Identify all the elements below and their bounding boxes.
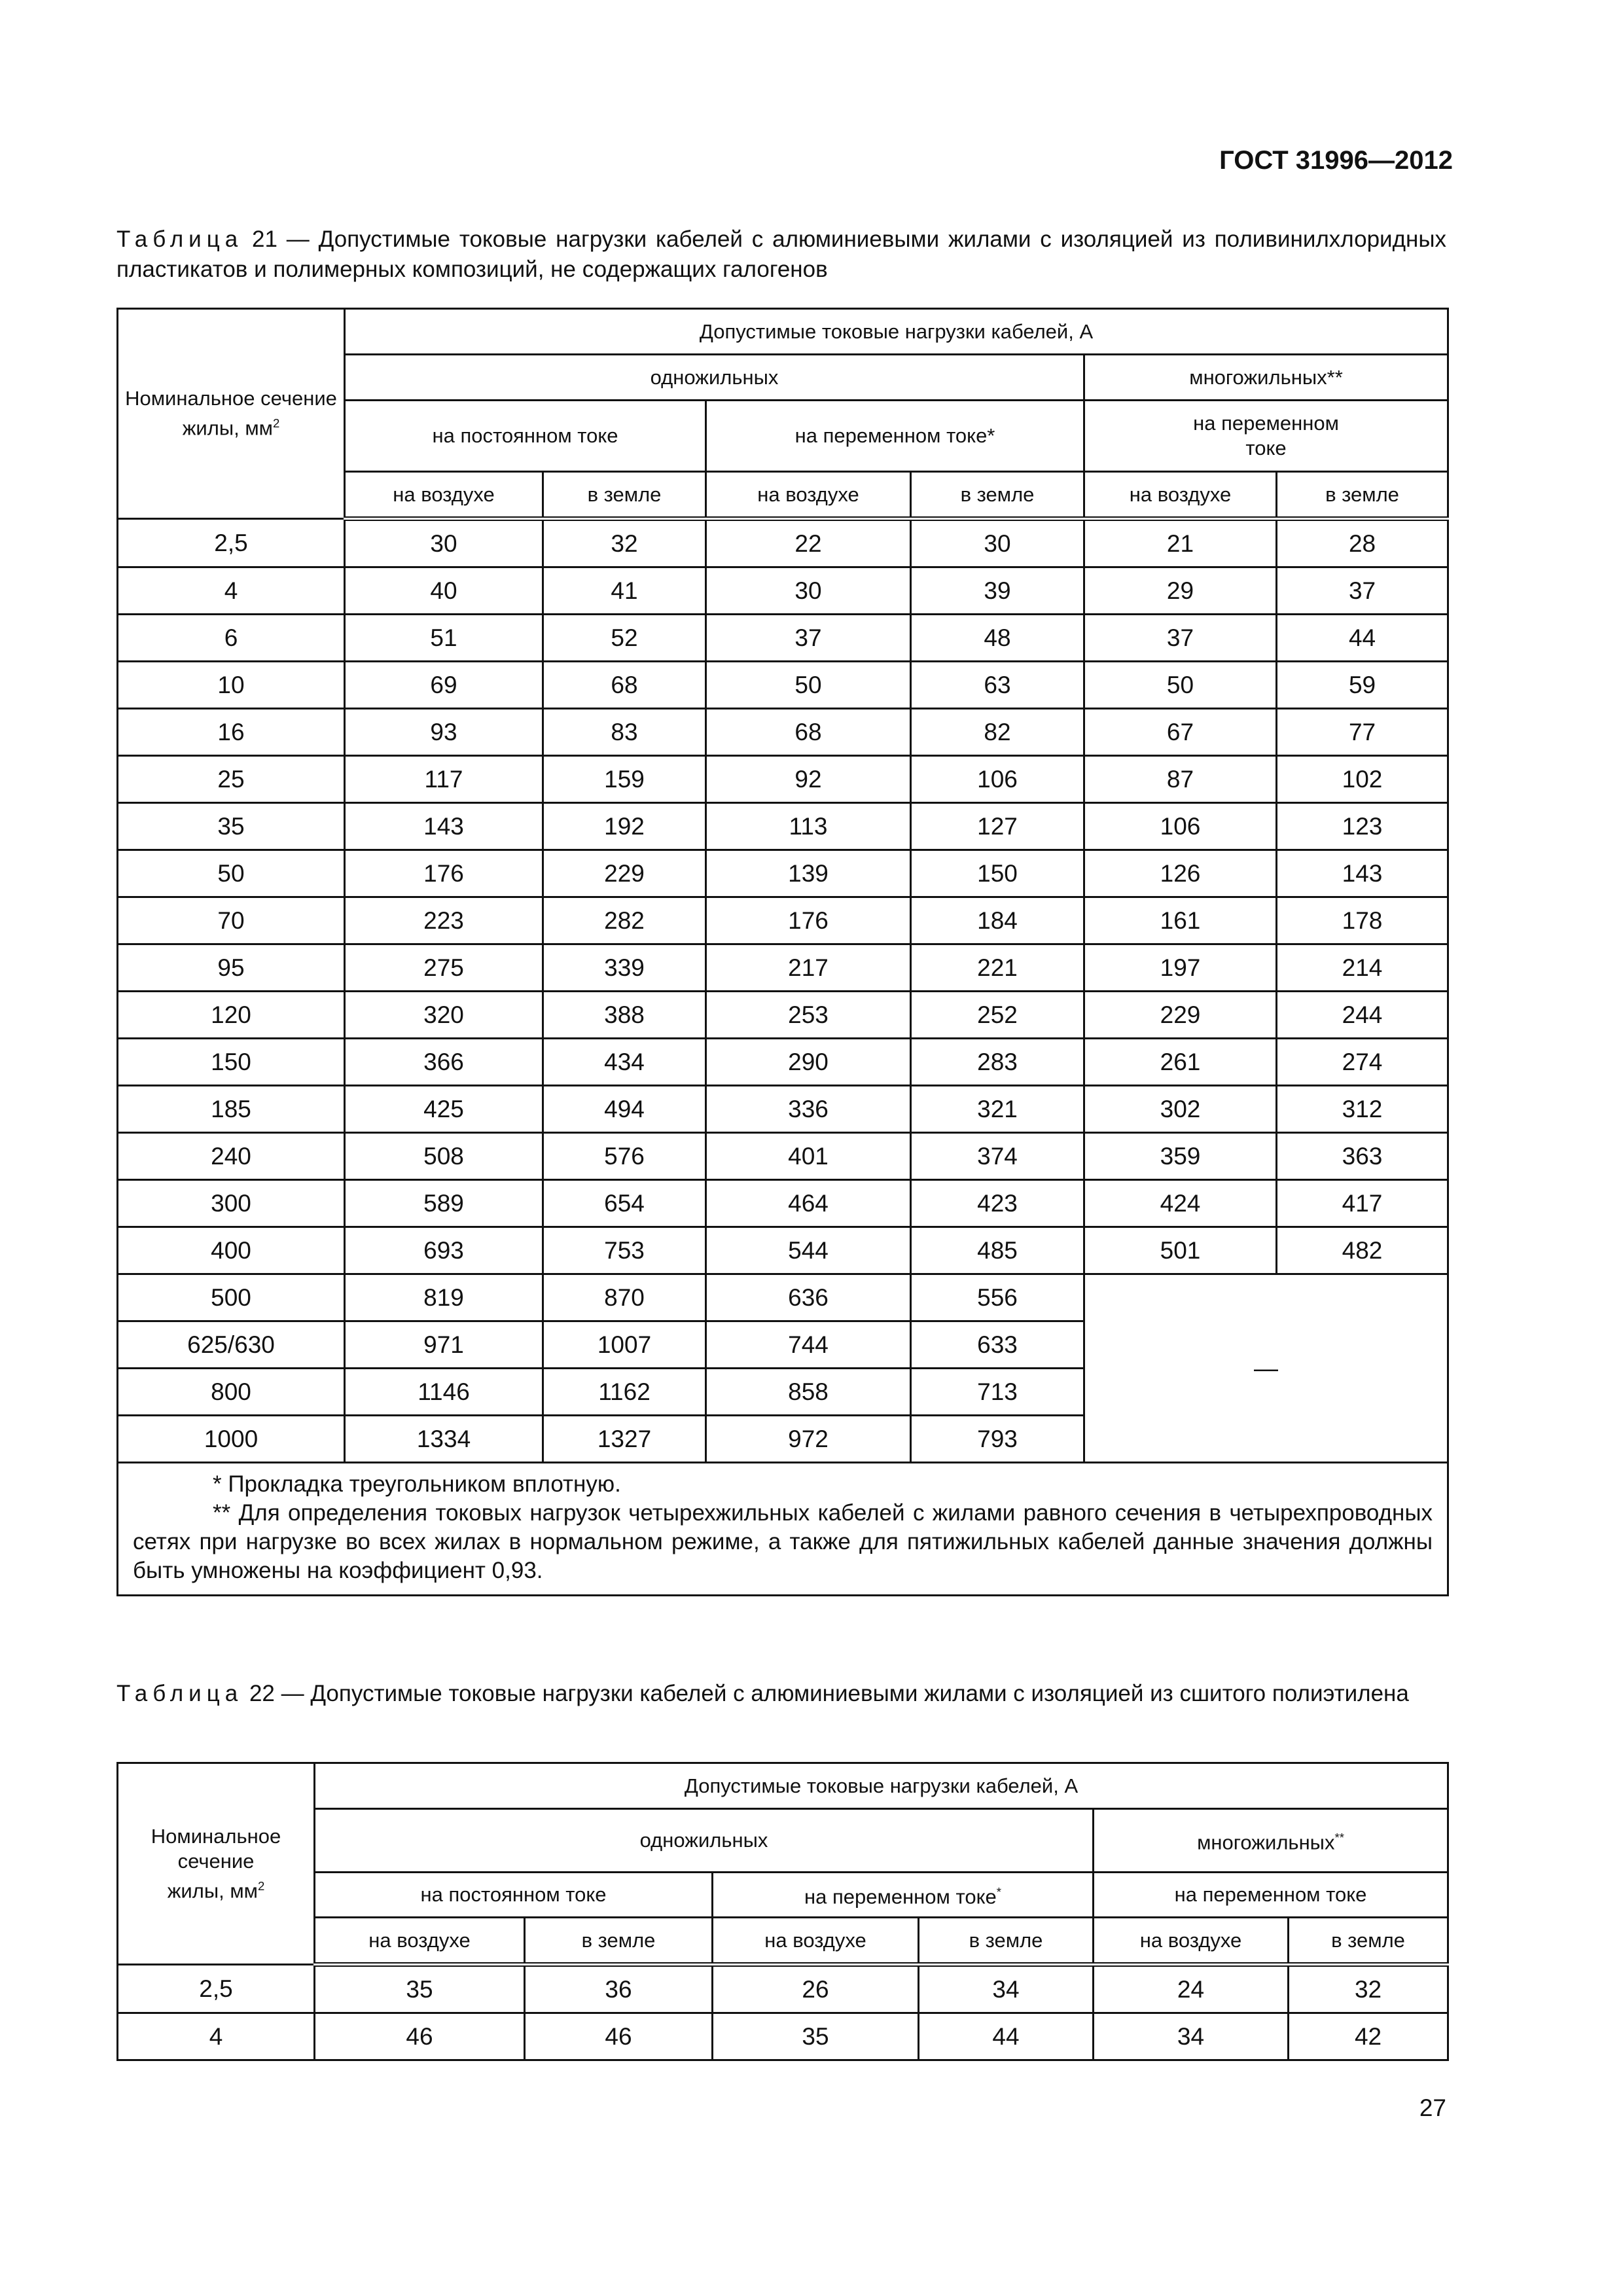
cell-value: 126 [1084, 850, 1277, 897]
cell-value: 106 [1084, 803, 1277, 850]
cell-value: 576 [543, 1133, 706, 1180]
table-row [118, 1133, 1448, 1180]
cell-value: 556 [911, 1274, 1084, 1321]
header-multi-core: многожильных** [1094, 1809, 1448, 1873]
header-air: на воздухе [1084, 472, 1277, 519]
cell-value: 1327 [543, 1416, 706, 1463]
table-row [118, 1039, 1448, 1086]
cell-value: 35 [315, 1965, 525, 2013]
cell-value: 42 [1289, 2013, 1448, 2060]
cell-section: 1000 [118, 1416, 345, 1463]
cell-value: 22 [706, 519, 911, 567]
cell-value: 1162 [543, 1369, 706, 1416]
cell-value: 221 [911, 944, 1084, 992]
table-row [118, 615, 1448, 662]
header-ac-single: на переменном токе* [706, 401, 1084, 472]
caption-word: Таблица [116, 1681, 243, 1706]
cell-section: 185 [118, 1086, 345, 1133]
cell-value: 321 [911, 1086, 1084, 1133]
cell-value: 482 [1277, 1227, 1448, 1274]
header-ground: в земле [1277, 472, 1448, 519]
cell-value: 339 [543, 944, 706, 992]
page-number: 27 [1419, 2094, 1446, 2121]
cell-value: 971 [345, 1321, 543, 1369]
header-section: Номинальное сечение жилы, $мм^2$ [118, 309, 345, 519]
table-row [118, 756, 1448, 803]
table-row [118, 567, 1448, 615]
cell-value: 32 [1289, 1965, 1448, 2013]
table-21 [116, 308, 1449, 1596]
cell-value: 229 [1084, 992, 1277, 1039]
cell-value: 34 [919, 1965, 1094, 2013]
cell-value: 52 [543, 615, 706, 662]
cell-value: 636 [706, 1274, 911, 1321]
cell-value: 93 [345, 709, 543, 756]
cell-value: 819 [345, 1274, 543, 1321]
cell-section: 240 [118, 1133, 345, 1180]
table-22 [116, 1762, 1449, 2061]
cell-value: 68 [706, 709, 911, 756]
cell-value: 30 [345, 519, 543, 567]
table-row [118, 1086, 1448, 1133]
cell-value: 161 [1084, 897, 1277, 944]
header-ground: в земле [911, 472, 1084, 519]
cell-value: 192 [543, 803, 706, 850]
table-row [118, 1180, 1448, 1227]
header-group: Допустимые токовые нагрузки кабелей, А [345, 309, 1448, 355]
table-notes [118, 1463, 1448, 1596]
cell-value: 37 [1084, 615, 1277, 662]
cell-section: 4 [118, 2013, 315, 2060]
cell-value: 117 [345, 756, 543, 803]
cell-value: 44 [1277, 615, 1448, 662]
cell-section: 25 [118, 756, 345, 803]
header-dc: на постоянном токе [345, 401, 706, 472]
cell-value: 282 [543, 897, 706, 944]
cell-value: 44 [919, 2013, 1094, 2060]
header-single-core: одножильных [345, 355, 1084, 401]
cell-section: 35 [118, 803, 345, 850]
cell-section: 800 [118, 1369, 345, 1416]
cell-value: 39 [911, 567, 1084, 615]
header-air: на воздухе [706, 472, 911, 519]
cell-value: 713 [911, 1369, 1084, 1416]
cell-section: 400 [118, 1227, 345, 1274]
cell-value: 139 [706, 850, 911, 897]
cell-value: 401 [706, 1133, 911, 1180]
caption-word: Таблица [116, 226, 243, 252]
cell-value: 312 [1277, 1086, 1448, 1133]
cell-value: 793 [911, 1416, 1084, 1463]
cell-value: 35 [713, 2013, 919, 2060]
header-section: Номинальное сечение жилы, $мм^2$ [118, 1763, 315, 1965]
cell-value: 753 [543, 1227, 706, 1274]
cell-value: 858 [706, 1369, 911, 1416]
table-row [118, 2013, 1448, 2060]
cell-value: 214 [1277, 944, 1448, 992]
cell-value: 261 [1084, 1039, 1277, 1086]
header-single-core: одножильных [315, 1809, 1094, 1873]
cell-value: 123 [1277, 803, 1448, 850]
cell-value: 159 [543, 756, 706, 803]
table-22-caption [116, 1679, 1446, 1709]
cell-value: 274 [1277, 1039, 1448, 1086]
cell-value: 744 [706, 1321, 911, 1369]
document-code: ГОСТ 31996—2012 [1219, 146, 1453, 175]
cell-section: 625/630 [118, 1321, 345, 1369]
cell-value: 29 [1084, 567, 1277, 615]
table-row [118, 850, 1448, 897]
cell-value: 302 [1084, 1086, 1277, 1133]
table-row [118, 1965, 1448, 2013]
cell-section: 150 [118, 1039, 345, 1086]
table-row [118, 662, 1448, 709]
cell-value: 30 [706, 567, 911, 615]
cell-value: 423 [911, 1180, 1084, 1227]
header-ac-multi: на переменном токе [1084, 401, 1448, 472]
cell-value: 87 [1084, 756, 1277, 803]
cell-value: 83 [543, 709, 706, 756]
cell-value: 1146 [345, 1369, 543, 1416]
cell-value: 37 [1277, 567, 1448, 615]
cell-value: 275 [345, 944, 543, 992]
header-ac-single: на переменном токе* [713, 1873, 1094, 1918]
cell-value: 143 [1277, 850, 1448, 897]
cell-value: 26 [713, 1965, 919, 2013]
cell-value: 1334 [345, 1416, 543, 1463]
cell-value: 972 [706, 1416, 911, 1463]
cell-value: 67 [1084, 709, 1277, 756]
cell-not-applicable: — [1084, 1274, 1448, 1463]
cell-section: 95 [118, 944, 345, 992]
cell-value: 46 [525, 2013, 713, 2060]
cell-value: 253 [706, 992, 911, 1039]
cell-value: 870 [543, 1274, 706, 1321]
cell-value: 654 [543, 1180, 706, 1227]
cell-value: 366 [345, 1039, 543, 1086]
cell-value: 184 [911, 897, 1084, 944]
cell-value: 127 [911, 803, 1084, 850]
cell-value: 41 [543, 567, 706, 615]
cell-value: 48 [911, 615, 1084, 662]
cell-value: 485 [911, 1227, 1084, 1274]
cell-value: 92 [706, 756, 911, 803]
cell-value: 424 [1084, 1180, 1277, 1227]
cell-value: 178 [1277, 897, 1448, 944]
table-row [118, 897, 1448, 944]
cell-value: 434 [543, 1039, 706, 1086]
header-air: на воздухе [1094, 1918, 1289, 1965]
cell-section: 50 [118, 850, 345, 897]
cell-value: 494 [543, 1086, 706, 1133]
table-21-caption [116, 224, 1446, 285]
cell-value: 32 [543, 519, 706, 567]
header-group: Допустимые токовые нагрузки кабелей, А [315, 1763, 1448, 1809]
cell-value: 320 [345, 992, 543, 1039]
cell-value: 176 [345, 850, 543, 897]
cell-value: 150 [911, 850, 1084, 897]
cell-value: 544 [706, 1227, 911, 1274]
cell-section: 16 [118, 709, 345, 756]
header-air: на воздухе [713, 1918, 919, 1965]
header-ac-multi: на переменном токе [1094, 1873, 1448, 1918]
cell-value: 28 [1277, 519, 1448, 567]
cell-value: 336 [706, 1086, 911, 1133]
cell-value: 252 [911, 992, 1084, 1039]
footnote: ** Для определения токовых нагрузок четырехжильных кабелей с жилами равного сечения в четырехпроводных сетях при нагрузке во всех жилах в нормальном режиме, а также для пятижильных кабелей данные значения должны быть умножены на коэффициент 0,93. [133, 1500, 1433, 1583]
header-multi-core: многожильных** [1084, 355, 1448, 401]
cell-value: 290 [706, 1039, 911, 1086]
cell-value: 244 [1277, 992, 1448, 1039]
cell-value: 34 [1094, 2013, 1289, 2060]
cell-value: 223 [345, 897, 543, 944]
cell-value: 359 [1084, 1133, 1277, 1180]
cell-value: 113 [706, 803, 911, 850]
header-ground: в земле [525, 1918, 713, 1965]
cell-value: 36 [525, 1965, 713, 2013]
cell-value: 363 [1277, 1133, 1448, 1180]
cell-value: 40 [345, 567, 543, 615]
cell-section: 6 [118, 615, 345, 662]
header-air: на воздухе [315, 1918, 525, 1965]
cell-value: 176 [706, 897, 911, 944]
cell-value: 63 [911, 662, 1084, 709]
table-row [118, 803, 1448, 850]
cell-section: 70 [118, 897, 345, 944]
cell-value: 589 [345, 1180, 543, 1227]
cell-value: 69 [345, 662, 543, 709]
cell-value: 24 [1094, 1965, 1289, 2013]
cell-value: 68 [543, 662, 706, 709]
header-ground: в земле [543, 472, 706, 519]
cell-value: 59 [1277, 662, 1448, 709]
header-dc: на постоянном токе [315, 1873, 713, 1918]
cell-value: 106 [911, 756, 1084, 803]
caption-text: 21 — Допустимые токовые нагрузки кабелей с алюминиевыми жилами с изоляцией из поливинилхлоридных пластикатов и полимерных композиций, не содержащих галогенов [116, 226, 1446, 282]
cell-value: 217 [706, 944, 911, 992]
cell-value: 283 [911, 1039, 1084, 1086]
cell-value: 82 [911, 709, 1084, 756]
cell-value: 464 [706, 1180, 911, 1227]
cell-value: 51 [345, 615, 543, 662]
table-row [118, 519, 1448, 567]
cell-value: 37 [706, 615, 911, 662]
cell-section: 120 [118, 992, 345, 1039]
table-row [118, 992, 1448, 1039]
cell-section: 4 [118, 567, 345, 615]
cell-value: 508 [345, 1133, 543, 1180]
cell-value: 21 [1084, 519, 1277, 567]
cell-value: 77 [1277, 709, 1448, 756]
cell-section: 2,5 [118, 519, 345, 567]
caption-text: 22 — Допустимые токовые нагрузки кабелей с алюминиевыми жилами с изоляцией из сшитого полиэтилена [243, 1681, 1409, 1706]
cell-value: 46 [315, 2013, 525, 2060]
cell-section: 500 [118, 1274, 345, 1321]
cell-value: 388 [543, 992, 706, 1039]
cell-value: 50 [1084, 662, 1277, 709]
cell-value: 143 [345, 803, 543, 850]
header-air: на воздухе [345, 472, 543, 519]
cell-value: 102 [1277, 756, 1448, 803]
cell-value: 417 [1277, 1180, 1448, 1227]
cell-section: 2,5 [118, 1965, 315, 2013]
cell-value: 1007 [543, 1321, 706, 1369]
cell-value: 633 [911, 1321, 1084, 1369]
cell-value: 197 [1084, 944, 1277, 992]
cell-value: 374 [911, 1133, 1084, 1180]
cell-section: 300 [118, 1180, 345, 1227]
table-row [118, 1274, 1448, 1321]
cell-value: 50 [706, 662, 911, 709]
header-ground: в земле [1289, 1918, 1448, 1965]
cell-value: 501 [1084, 1227, 1277, 1274]
cell-value: 425 [345, 1086, 543, 1133]
cell-section: 10 [118, 662, 345, 709]
cell-value: 30 [911, 519, 1084, 567]
cell-value: 693 [345, 1227, 543, 1274]
table-row [118, 1227, 1448, 1274]
header-ground: в земле [919, 1918, 1094, 1965]
table-notes-row [118, 1463, 1448, 1596]
table-row [118, 709, 1448, 756]
cell-value: 229 [543, 850, 706, 897]
table-row [118, 944, 1448, 992]
footnote: * Прокладка треугольником вплотную. [213, 1471, 621, 1497]
